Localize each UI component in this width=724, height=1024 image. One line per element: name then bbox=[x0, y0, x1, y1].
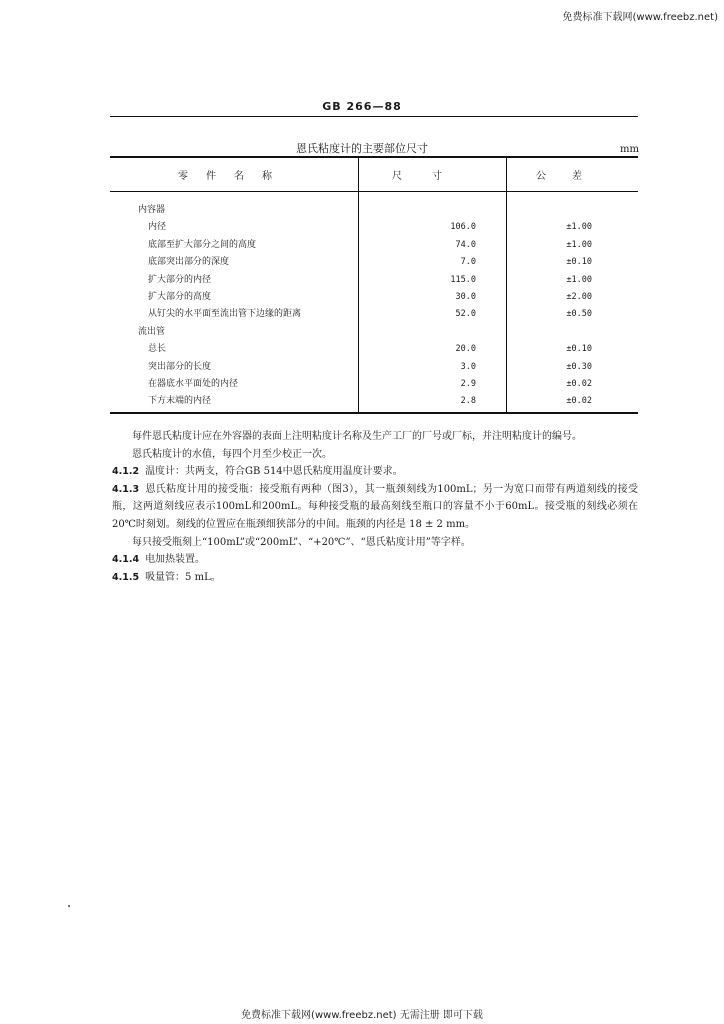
body-text bbox=[112, 428, 638, 586]
cell-dimension: 115.0 bbox=[450, 274, 476, 285]
cell-part-name: 扩大部分的内径 bbox=[148, 274, 212, 285]
table-unit: mm bbox=[620, 144, 639, 155]
table-row bbox=[110, 393, 638, 410]
cell-tolerance: ±1.00 bbox=[566, 274, 592, 285]
table-row bbox=[110, 359, 638, 376]
table-bottom-rule bbox=[110, 412, 638, 414]
cell-dimension: 30.0 bbox=[455, 291, 476, 302]
cell-part-name: 总长 bbox=[148, 344, 167, 355]
table-group-row bbox=[110, 202, 638, 219]
column-header-part-name: 零件名称 bbox=[178, 171, 290, 182]
clause-number: 4.1.3 bbox=[112, 483, 140, 495]
cell-dimension: 7.0 bbox=[460, 257, 476, 268]
clause-number: 4.1.4 bbox=[112, 554, 140, 566]
cell-dimension: 20.0 bbox=[455, 344, 476, 355]
cell-part-name: 扩大部分的高度 bbox=[148, 291, 212, 302]
cell-part-name: 流出管 bbox=[138, 326, 166, 337]
column-header-dimension: 尺寸 bbox=[392, 171, 472, 182]
cell-dimension: 106.0 bbox=[450, 222, 476, 233]
clause-4-1-2 bbox=[112, 463, 638, 481]
clause-text: 恩氏粘度计用的接受瓶：接受瓶有两种（图3），其一瓶颈刻线为100mL；另一为宽口而带有两道刻线的接受瓶，这两道刻线应表示100mL和200mL。每种接受瓶的最高刻线至瓶口的容量不小于60mL。接受瓶的刻线必须在20℃时刻划。刻线的位置应在瓶颈细狭部分的中间。瓶颈的内径是 18 ± 2 mm。 bbox=[112, 483, 638, 530]
dimension-table bbox=[110, 156, 638, 414]
table-row bbox=[110, 272, 638, 289]
column-header-tolerance: 公差 bbox=[536, 171, 608, 182]
clause-4-1-5 bbox=[112, 569, 638, 587]
table-row bbox=[110, 341, 638, 358]
table-row bbox=[110, 237, 638, 254]
clause-number: 4.1.2 bbox=[112, 466, 140, 478]
cell-part-name: 内径 bbox=[148, 222, 167, 233]
clause-4-1-3 bbox=[112, 481, 638, 534]
table-header-rule bbox=[110, 191, 638, 192]
cell-tolerance: ±0.30 bbox=[566, 361, 592, 372]
cell-part-name: 突出部分的长度 bbox=[148, 361, 212, 372]
paragraph: 每只接受瓶刻上“100mL”或“200mL”、“+20℃”、“恩氏粘度计用”等字样。 bbox=[132, 536, 471, 548]
paragraph: 每件恩氏粘度计应在外容器的表面上注明粘度计名称及生产工厂的厂号或厂标，并注明粘度计的编号。 bbox=[132, 431, 582, 442]
table-row bbox=[110, 254, 638, 271]
paragraph: 恩氏粘度计的水值，每四个月至少校正一次。 bbox=[132, 448, 332, 460]
site-watermark-top: 免费标准下载网(www.freebz.net) bbox=[562, 12, 718, 23]
cell-dimension: 2.8 bbox=[460, 396, 476, 407]
cell-part-name: 下方末端的内径 bbox=[148, 396, 212, 407]
table-row bbox=[110, 289, 638, 306]
cell-tolerance: ±1.00 bbox=[566, 239, 592, 250]
cell-tolerance: ±0.50 bbox=[566, 309, 592, 320]
clause-4-1-4 bbox=[112, 551, 638, 569]
table-title: 恩氏粘度计的主要部位尺寸 bbox=[296, 142, 428, 155]
table-row bbox=[110, 219, 638, 236]
standard-number: GB 266—88 bbox=[322, 100, 402, 113]
cell-tolerance: ±0.02 bbox=[566, 396, 592, 407]
cell-dimension: 74.0 bbox=[455, 239, 476, 250]
cell-part-name: 在器底水平面处的内径 bbox=[148, 378, 239, 389]
table-row bbox=[110, 306, 638, 323]
cell-part-name: 底部至扩大部分之间的高度 bbox=[148, 239, 257, 250]
table-top-rule bbox=[110, 156, 638, 158]
site-watermark-bottom: 免费标准下载网(www.freebz.net) 无需注册 即可下载 bbox=[241, 1010, 483, 1021]
clause-number: 4.1.5 bbox=[112, 571, 140, 583]
table-row bbox=[110, 376, 638, 393]
cell-part-name: 从钉尖的水平面至流出管下边缘的距离 bbox=[148, 309, 302, 320]
cell-tolerance: ±0.10 bbox=[566, 344, 592, 355]
cell-part-name: 底部突出部分的深度 bbox=[148, 257, 230, 268]
clause-text: 电加热装置。 bbox=[145, 554, 206, 566]
cell-tolerance: ±1.00 bbox=[566, 222, 592, 233]
header-rule bbox=[110, 116, 638, 117]
scan-speck bbox=[68, 905, 70, 907]
cell-part-name: 内容器 bbox=[138, 205, 166, 215]
cell-tolerance: ±0.10 bbox=[566, 257, 592, 268]
table-group-row bbox=[110, 324, 638, 341]
cell-tolerance: ±2.00 bbox=[566, 291, 592, 302]
cell-dimension: 3.0 bbox=[460, 361, 476, 372]
clause-text: 吸量管：5 mL。 bbox=[145, 571, 221, 583]
cell-tolerance: ±0.02 bbox=[566, 378, 592, 389]
clause-text: 温度计：共两支，符合GB 514中恩氏粘度用温度计要求。 bbox=[145, 466, 403, 478]
cell-dimension: 2.9 bbox=[460, 378, 476, 389]
cell-dimension: 52.0 bbox=[455, 309, 476, 320]
table-body bbox=[110, 202, 638, 411]
